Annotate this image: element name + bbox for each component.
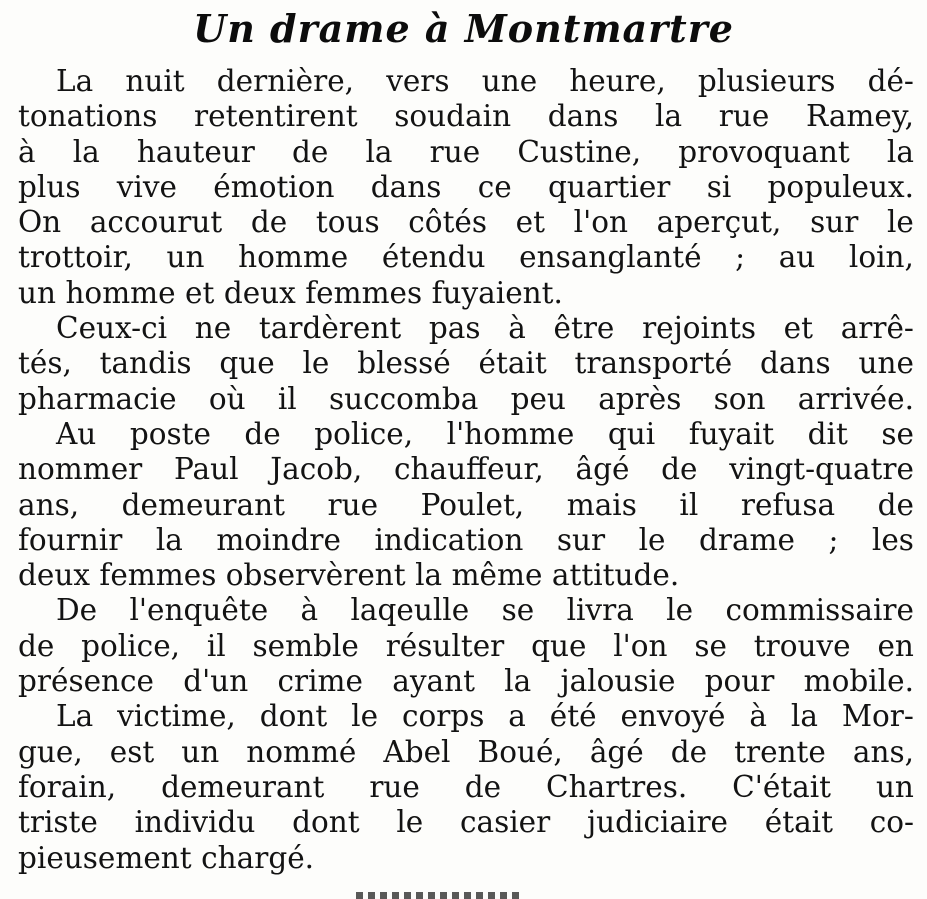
article-word: gue,: [18, 734, 83, 769]
article-word: mobile.: [803, 664, 914, 699]
article-word: fournir: [18, 522, 123, 557]
article-word: demeurant: [161, 769, 325, 804]
article-word: Boué,: [477, 734, 563, 769]
article-word: âgé: [575, 452, 630, 487]
article-word: de: [244, 416, 281, 451]
article-word: le: [638, 522, 666, 557]
article-word: qui: [607, 416, 656, 451]
article-word: triste: [18, 805, 98, 840]
article-word: La: [56, 64, 94, 98]
article-word: loin,: [848, 240, 914, 275]
article-word: Ceux-ci: [56, 311, 168, 346]
article-line: [18, 841, 914, 876]
article-word: trottoir,: [18, 240, 133, 275]
article-word: pieusement: [18, 840, 192, 875]
article-word: le: [666, 593, 694, 628]
article-word: soudain: [394, 99, 512, 134]
article-word: de: [661, 452, 698, 487]
article-word: tandis: [99, 346, 192, 381]
article-line: [18, 64, 914, 99]
article-line: [18, 735, 914, 770]
article-line: [18, 558, 914, 593]
article-word: peu: [510, 381, 566, 416]
article-line: [18, 170, 914, 205]
article-word: la: [504, 664, 532, 699]
article-word: le: [351, 699, 379, 734]
article-word: au: [778, 240, 816, 275]
article-word: On: [18, 205, 62, 240]
article-line: [18, 488, 914, 523]
article-word: étendu: [381, 240, 486, 275]
article-word: mais: [566, 487, 637, 522]
article-word: en: [877, 628, 914, 663]
article-word: été: [549, 699, 597, 734]
article-word: transporté: [574, 346, 733, 381]
article-word: drame: [698, 522, 795, 557]
article-word: être: [553, 311, 615, 346]
article-word: livra: [566, 593, 634, 628]
article-word: l'homme: [446, 416, 575, 451]
article-word: deux: [223, 275, 296, 310]
article-word: ce: [477, 169, 512, 204]
article-word: tous: [315, 205, 380, 240]
article-word: rue: [429, 134, 481, 169]
article-word: accourut: [89, 205, 223, 240]
article-word: le: [302, 346, 330, 381]
article-word: se: [694, 628, 727, 663]
article-word: ayant: [392, 664, 475, 699]
article-word: trente: [734, 734, 826, 769]
article-word: il: [206, 628, 226, 663]
article-line: [18, 699, 914, 734]
article-word: les: [871, 522, 914, 557]
article-word: laqeulle: [350, 593, 470, 628]
article-word: Au: [56, 416, 97, 451]
article-word: une: [858, 346, 914, 381]
article-word: un: [166, 240, 205, 275]
article-word: côtés: [408, 205, 488, 240]
article-word: un: [181, 734, 220, 769]
article-word: la: [415, 558, 443, 593]
article-word: d'un: [183, 664, 249, 699]
article-word: pour: [704, 664, 775, 699]
article-word: retentirent: [194, 99, 358, 134]
article-word: âgé: [589, 734, 644, 769]
article-word: se: [881, 416, 914, 451]
article-word: ans,: [852, 734, 914, 769]
article-line: [18, 382, 914, 417]
article-word: femmes: [99, 558, 217, 593]
article-word: que: [531, 628, 587, 663]
article-word: la: [790, 699, 818, 734]
article-line: [18, 311, 914, 346]
article-word: il: [277, 381, 297, 416]
article-word: dans: [370, 169, 442, 204]
article-line: [18, 346, 914, 381]
article-word: fuyaient.: [431, 275, 563, 310]
section-divider: [356, 892, 524, 899]
article-word: chauffeur,: [394, 452, 544, 487]
article-word: où: [208, 381, 246, 416]
article-word: co-: [869, 805, 914, 840]
article-word: l'on: [613, 628, 668, 663]
article-word: pas: [428, 311, 481, 346]
article-word: hauteur: [136, 134, 255, 169]
article-word: judiciaire: [587, 805, 729, 840]
article-word: nuit: [125, 64, 185, 98]
article-word: C'était: [732, 769, 832, 804]
article-word: provoquant: [678, 134, 850, 169]
article-word: Poulet,: [420, 487, 525, 522]
article-word: même: [451, 558, 543, 593]
article-word: corps: [401, 699, 485, 734]
article-word: attitude.: [551, 558, 680, 593]
article-word: Jacob,: [270, 452, 363, 487]
article-word: ensanglanté: [519, 240, 702, 275]
article-line: [18, 629, 914, 664]
article-word: de: [877, 487, 914, 522]
article-line: [18, 664, 914, 699]
article-line: [18, 452, 914, 487]
article-word: nommer: [18, 452, 143, 487]
article-word: victime,: [117, 699, 236, 734]
article-line: [18, 276, 914, 311]
article-word: rue: [327, 487, 379, 522]
article-word: plus: [18, 169, 81, 204]
article-word: refusa: [740, 487, 836, 522]
article-line: [18, 205, 914, 240]
article-word: Paul: [174, 452, 239, 487]
article-word: forain,: [18, 769, 117, 804]
article-line: [18, 135, 914, 170]
article-word: commissaire: [725, 593, 914, 628]
article-word: homme: [65, 275, 176, 310]
article-word: de: [670, 734, 708, 769]
article-word: tardèrent: [258, 311, 402, 346]
article-word: la: [155, 522, 183, 557]
article-word: plusieurs: [697, 64, 836, 98]
article-word: sur: [810, 205, 859, 240]
article-word: de: [464, 769, 502, 804]
article-word: a: [508, 699, 526, 734]
article-word: femmes: [305, 275, 423, 310]
article-word: était: [478, 346, 547, 381]
article-word: vive: [116, 169, 177, 204]
article-word: de: [250, 205, 288, 240]
article-word: aperçut,: [656, 205, 782, 240]
article-word: succomba: [328, 381, 479, 416]
article-word: il: [679, 487, 699, 522]
article-word: indication: [374, 522, 524, 557]
article-line: [18, 417, 914, 452]
article-word: à: [508, 311, 526, 346]
article-word: son: [713, 381, 766, 416]
article-word: ans,: [18, 487, 80, 522]
article-word: demeurant: [121, 487, 285, 522]
article-line: [18, 523, 914, 558]
article-word: résulter: [385, 628, 505, 663]
article-line: [18, 240, 914, 275]
article-word: arrivée.: [797, 381, 914, 416]
article-word: dernière,: [216, 64, 355, 98]
article-word: arrê-: [840, 311, 914, 346]
article-word: blessé: [357, 346, 451, 381]
article-word: la: [365, 134, 393, 169]
article-word: De: [56, 593, 98, 628]
article-word: se: [501, 593, 535, 628]
article-word: à: [18, 134, 36, 169]
article-word: après: [598, 381, 682, 416]
article-word: une: [481, 64, 538, 98]
article-word: et: [783, 311, 813, 346]
article-word: la: [655, 99, 683, 134]
article-word: quartier: [547, 169, 671, 204]
article-word: jalousie: [560, 664, 676, 699]
article-word: populeux.: [767, 169, 914, 204]
article-word: Chartres.: [546, 769, 688, 804]
article-word: ne: [194, 311, 232, 346]
article-word: à: [300, 593, 319, 628]
article-word: la: [886, 134, 914, 169]
article-word: semble: [252, 628, 359, 663]
article-word: le: [886, 205, 914, 240]
article-line: [18, 805, 914, 840]
article-line: [18, 593, 914, 628]
article-word: Mor-: [841, 699, 914, 734]
article-word: casier: [460, 805, 551, 840]
article-word: Abel: [383, 734, 451, 769]
article-word: vers: [386, 64, 450, 98]
article-word: envoyé: [620, 699, 726, 734]
article-line: [18, 770, 914, 805]
article-word: nommé: [246, 734, 357, 769]
article-word: individu: [134, 805, 256, 840]
article-word: et: [185, 275, 215, 310]
article-word: police,: [81, 628, 181, 663]
article-word: de: [18, 628, 55, 663]
article-word: l'enquête: [129, 593, 269, 628]
article-word: vingt-quatre: [729, 452, 914, 487]
article-word: dans: [760, 346, 831, 381]
article-word: moindre: [216, 522, 341, 557]
article-word: chargé.: [201, 840, 315, 875]
article-word: présence: [18, 664, 155, 699]
article-word: poste: [129, 416, 211, 451]
article-word: rue: [718, 99, 770, 134]
article-word: crime: [277, 664, 363, 699]
article-word: sur: [556, 522, 606, 557]
article-headline: Un drame à Montmartre: [193, 6, 734, 51]
article-word: dit: [807, 416, 848, 451]
article-word: le: [396, 805, 424, 840]
article-word: Ramey,: [805, 99, 914, 134]
article-word: si: [706, 169, 732, 204]
article-word: émotion: [213, 169, 335, 204]
article-word: tés,: [18, 346, 72, 381]
article-word: dont: [259, 699, 328, 734]
article-word: trouve: [753, 628, 851, 663]
article-word: deux: [18, 558, 90, 593]
article-word: observèrent: [225, 558, 406, 593]
article-word: police,: [314, 416, 414, 451]
article-word: un: [18, 275, 56, 310]
article-word: dé-: [867, 64, 914, 98]
article-word: que: [219, 346, 275, 381]
article-word: Custine,: [517, 134, 642, 169]
article-word: l'on: [573, 205, 628, 240]
article-word: ;: [735, 240, 746, 275]
article-body: [18, 64, 914, 876]
article-word: dans: [547, 99, 619, 134]
article-word: La: [56, 699, 94, 734]
article-word: un: [875, 769, 914, 804]
article-word: rue: [369, 769, 420, 804]
article-word: était: [764, 805, 833, 840]
article-word: heure,: [569, 64, 666, 98]
article-word: pharmacie: [18, 381, 177, 416]
article-word: rejoints: [642, 311, 756, 346]
article-word: tonations: [18, 99, 158, 134]
article-word: homme: [238, 240, 349, 275]
article-word: fuyait: [688, 416, 775, 451]
article-word: et: [515, 205, 545, 240]
article-line: [18, 99, 914, 134]
article-word: est: [109, 734, 155, 769]
article-word: dont: [292, 805, 360, 840]
article-word: ;: [828, 522, 839, 557]
article-word: de: [292, 134, 329, 169]
article-word: la: [72, 134, 100, 169]
article-word: à: [749, 699, 767, 734]
